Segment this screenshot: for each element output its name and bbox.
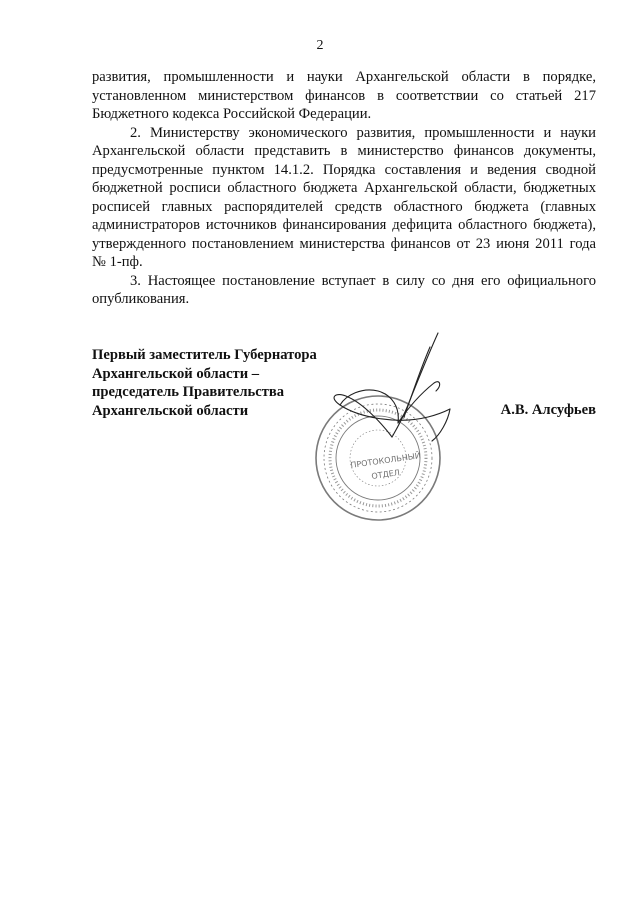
paragraph-3: 3. Настоящее постановление вступает в силу со дня его официального опубликования. [92,272,596,307]
paragraph-1: развития, промышленности и науки Архангельской области в порядке, установленном министерством финансов в соответствии со статьей 217 Бюджетного кодекса Российской Федерации. [92,69,596,122]
signer-title-line-2: Архангельской области – [92,365,260,382]
signer-name: А.В. Алсуфьев [500,402,596,418]
seal-inner-text-1: ПРОТОКОЛЬНЫЙ [349,451,422,470]
document-body [92,68,596,309]
signature-icon [334,333,450,441]
signer-title-line-3: председатель Правительства [92,384,285,400]
seal-stamp-and-signature [300,325,470,525]
seal-inner-text-2: ОТДЕЛ [370,468,401,481]
paragraph-2: 2. Министерству экономического развития, промышленности и науки Архангельской области представить в министерство финансов документы, предусмотренные пунктом 14.1.2. Порядка составления и ведения сводной бюджетной росписи областного бюджета Архангельской области, бюджетных росписей главных распорядителей средств областного бюджета (главных администраторов источников финансирования дефицита областного бюджета), утвержденного постановлением министерства финансов от 23 июня 2011 года № 1-пф. [92,124,596,270]
signer-title-line-1: Первый заместитель Губернатора [92,347,317,363]
signer-title-line-4: Архангельской области [92,402,249,419]
signer-title [92,346,317,420]
page-number: 2 [316,38,324,53]
